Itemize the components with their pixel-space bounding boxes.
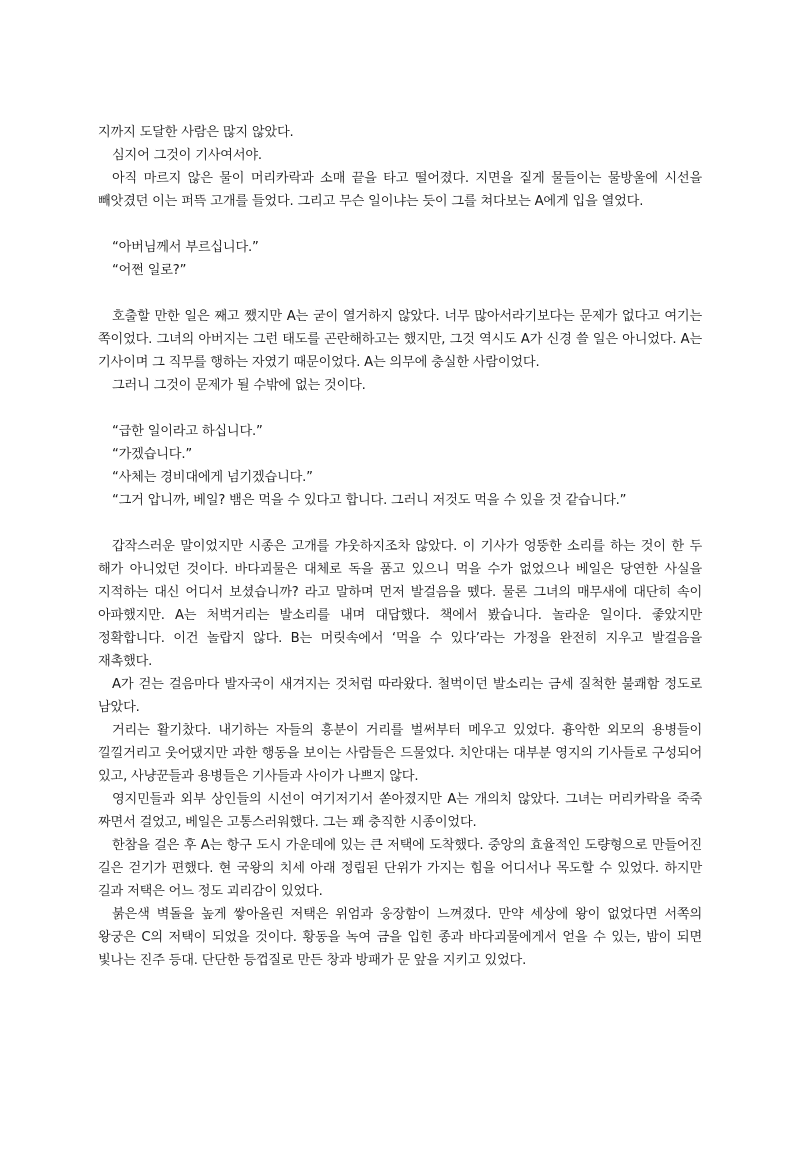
blank-line [98,213,702,236]
document-body [98,121,702,972]
dialogue-line: “그거 압니까, 베일? 뱀은 먹을 수 있다고 합니다. 그러니 저것도 먹을 수 있을 것 같습니다.” [112,493,627,508]
paragraph: 거리는 활기찼다. 내기하는 자들의 흥분이 거리를 벌써부터 메우고 있었다. 흉악한 외모의 용병들이 낄낄거리고 웃어댔지만 과한 행동을 보이는 사람들은 드물었다. 치안대는 대부분 영지의 기사들로 구성되어 있고, 사냥꾼들과 용병들은 기사들과 사이가 나쁘지 않다. [98,723,702,784]
paragraph: 한참을 걸은 후 A는 항구 도시 가운데에 있는 큰 저택에 도착했다. 중앙의 효율적인 도량형으로 만들어진 길은 걷기가 편했다. 현 국왕의 치세 아래 정립된 단위가 가지는 힘을 어디서나 목도할 수 있었다. 하지만 길과 저택은 어느 정도 괴리감이 있었다. [98,838,702,899]
dialogue-line: “사체는 경비대에게 넘기겠습니다.” [112,470,313,485]
dialogue-line: “어쩐 일로?” [112,263,187,278]
blank-line [98,512,702,535]
paragraph: 붉은색 벽돌을 높게 쌓아올린 저택은 위엄과 웅장함이 느껴졌다. 만약 세상에 왕이 없었다면 서쪽의 왕궁은 C의 저택이 되었을 것이다. 황동을 녹여 금을 입힌 종과 바다괴물에게서 얻을 수 있는, 밤이 되면 빛나는 진주 등대. 단단한 등껍질로 만든 창과 방패가 문 앞을 지키고 있었다. [98,907,702,968]
dialogue-line: “가겠습니다.” [112,447,192,462]
paragraph: 갑작스러운 말이었지만 시종은 고개를 갸웃하지조차 않았다. 이 기사가 엉뚱한 소리를 하는 것이 한 두 해가 아니었던 것이다. 바다괴물은 대체로 독을 품고 있으니 먹을 수가 없었으나 베일은 당연한 사실을 지적하는 대신 어디서 보셨습니까? 라고 말하며 먼저 발걸음을 뗐다. 물론 그녀의 매무새에 대단히 속이 아파했지만. A는 처벅거리는 발소리를 내며 대답했다. 책에서 봤습니다. 놀라운 일이다. 좋았지만 정확합니다. 이건 놀랍지 않다. B는 머릿속에서 ‘먹을 수 있다’라는 가정을 완전히 지우고 발걸음을 재촉했다. [98,539,702,669]
dialogue-line: “급한 일이라고 하십니다.” [112,424,263,439]
paragraph: 호출할 만한 일은 째고 쨌지만 A는 굳이 열거하지 않았다. 너무 많아서라기보다는 문제가 없다고 여기는 쪽이었다. 그녀의 아버지는 그런 태도를 곤란해하고는 했지만, 그것 역시도 A가 신경 쓸 일은 아니었다. A는 기사이며 그 직무를 행하는 자였기 때문이었다. A는 의무에 충실한 사람이었다. [98,309,702,370]
blank-line [98,397,702,420]
paragraph: 아직 마르지 않은 물이 머리카락과 소매 끝을 타고 떨어졌다. 지면을 짙게 물들이는 물방울에 시선을 빼앗겼던 이는 퍼뜩 고개를 들었다. 그리고 무슨 일이냐는 듯이 그를 쳐다보는 A에게 입을 열었다. [98,171,702,209]
blank-line [98,282,702,305]
paragraph: 영지민들과 외부 상인들의 시선이 여기저기서 쏟아졌지만 A는 개의치 않았다. 그녀는 머리카락을 죽죽 짜면서 걸었고, 베일은 고통스러워했다. 그는 꽤 충직한 시종이었다. [98,792,702,830]
paragraph: 그러니 그것이 문제가 될 수밖에 없는 것이다. [112,378,366,393]
dialogue-line: “아버님께서 부르십니다.” [112,240,259,255]
paragraph: 심지어 그것이 기사여서야. [112,148,262,163]
paragraph: A가 걷는 걸음마다 발자국이 새겨지는 것처럼 따라왔다. 철벅이던 발소리는 금세 질척한 불쾌함 정도로 남았다. [98,677,702,715]
paragraph: 지까지 도달한 사람은 많지 않았다. [98,125,294,140]
